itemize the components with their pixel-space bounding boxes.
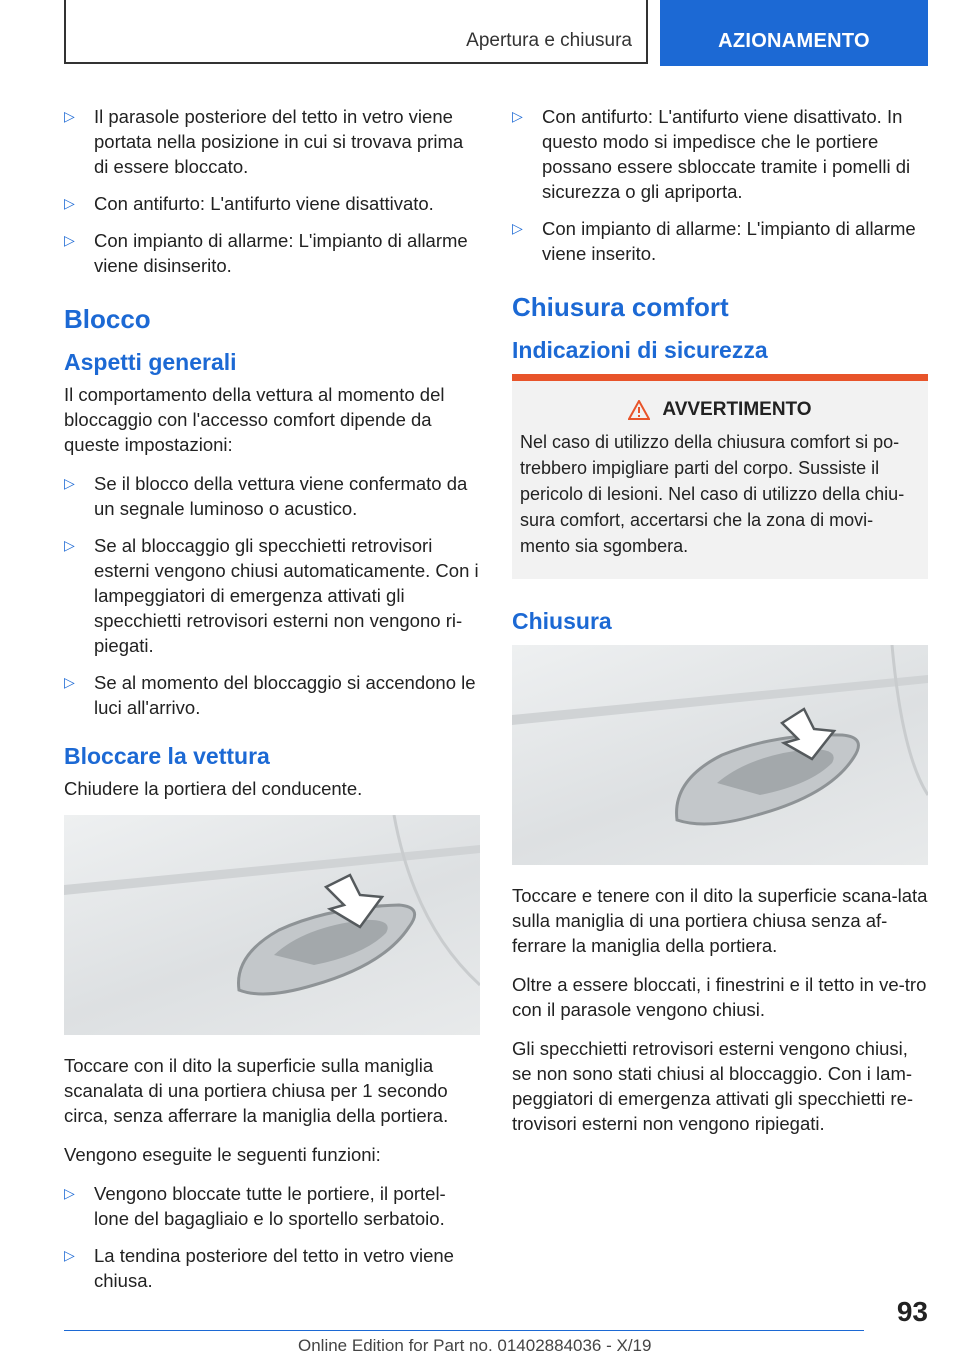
triangle-bullet-icon: ▷ — [64, 195, 75, 211]
heading-chiusura-comfort: Chiusura comfort — [512, 292, 729, 322]
header-chapter-tab — [660, 0, 928, 66]
warning-box — [512, 381, 928, 579]
bullet-list — [64, 104, 480, 278]
header-section-box — [64, 0, 648, 64]
list-item: ▷ Con antifurto: L'antifurto viene disattivato. — [64, 193, 434, 214]
list-item: ▷ Vengono bloccate tutte le portiere, il portel-lone del bagagliaio e lo sportello serbatoio. — [64, 1183, 446, 1229]
warning-rule — [512, 374, 928, 381]
bullet-list — [512, 104, 928, 266]
paragraph: Gli specchietti retrovisori esterni vengono chiusi, se non sono stati chiusi al bloccaggio. Con i lam-peggiatori di emergenza attivati gli specchietti re-trovisori esterni non vengono ripiegati. — [512, 1038, 914, 1134]
paragraph: Toccare e tenere con il dito la superficie scana-lata sulla maniglia di una portiera chiusa senza af-ferrare la maniglia della portiera. — [512, 885, 928, 956]
heading-bloccare-vettura: Bloccare la vettura — [64, 743, 270, 769]
right-column — [512, 104, 928, 1150]
list-item: ▷ Con impianto di allarme: L'impianto di allarme viene disinserito. — [64, 230, 468, 276]
footer-edition-note: Online Edition for Part no. 01402884036 - X/19 — [298, 1336, 652, 1355]
heading-blocco: Blocco — [64, 304, 151, 334]
door-handle-image — [512, 645, 928, 865]
list-item: ▷ Se al bloccaggio gli specchietti retrovisori esterni vengono chiusi automaticamente. Con i lampeggiatori di emergenza attivati gli specchietti retrovisori esterni non vengono ri-piegati. — [64, 535, 479, 656]
warning-title-label: AVVERTIMENTO — [662, 399, 812, 420]
heading-aspetti-generali: Aspetti generali — [64, 349, 237, 375]
door-handle-illustration — [512, 645, 928, 865]
page-header — [64, 0, 928, 66]
footer-rule — [64, 1330, 864, 1331]
triangle-bullet-icon: ▷ — [64, 1185, 75, 1201]
heading-chiusura: Chiusura — [512, 608, 612, 634]
list-item: ▷ Il parasole posteriore del tetto in vetro viene portata nella posizione in cui si trovava prima di essere bloccato. — [64, 106, 464, 177]
warning-triangle-icon — [628, 400, 650, 420]
door-handle-illustration — [64, 815, 480, 1035]
triangle-bullet-icon: ▷ — [64, 1247, 75, 1263]
list-item: ▷ Con impianto di allarme: L'impianto di allarme viene inserito. — [512, 218, 916, 264]
triangle-bullet-icon: ▷ — [64, 674, 75, 690]
paragraph: Toccare con il dito la superficie sulla maniglia scanalata di una portiera chiusa per 1 secondo circa, senza afferrare la maniglia della portiera. — [64, 1055, 449, 1126]
warning-text: Nel caso di utilizzo della chiusura comfort si po-trebbero impigliare parti del corpo. Sussiste il pericolo di lesioni. Nel caso di utilizzo della chiu-sura comfort, accertarsi che la zona di movi-mento sia sgombera. — [520, 432, 905, 556]
page-number: 93 — [896, 1296, 928, 1327]
bullet-list — [64, 1181, 480, 1293]
paragraph: Chiudere la portiera del conducente. — [64, 778, 363, 799]
triangle-bullet-icon: ▷ — [64, 537, 75, 553]
paragraph: Vengono eseguite le seguenti funzioni: — [64, 1144, 381, 1165]
header-chapter-label: AZIONAMENTO — [718, 30, 870, 52]
list-item: ▷ La tendina posteriore del tetto in vetro viene chiusa. — [64, 1245, 454, 1291]
paragraph: Il comportamento della vettura al momento del bloccaggio con l'accesso comfort dipende da queste impostazioni: — [64, 384, 445, 455]
list-item: ▷ Se al momento del bloccaggio si accendono le luci all'arrivo. — [64, 672, 476, 718]
door-handle-image — [64, 815, 480, 1035]
heading-indicazioni-sicurezza: Indicazioni di sicurezza — [512, 337, 768, 363]
list-item: ▷ Con antifurto: L'antifurto viene disattivato. In questo modo si impedisce che le portiere possano essere sbloccate tramite i pomelli di sicurezza o gli apriporta. — [512, 106, 911, 202]
list-item: ▷ Se il blocco della vettura viene confermato da un segnale luminoso o acustico. — [64, 473, 468, 519]
header-section-title: Apertura e chiusura — [466, 30, 632, 51]
triangle-bullet-icon: ▷ — [64, 108, 75, 124]
triangle-bullet-icon: ▷ — [512, 220, 523, 236]
triangle-bullet-icon: ▷ — [64, 232, 75, 248]
warning-title — [520, 399, 920, 421]
left-column — [64, 104, 480, 1305]
bullet-list — [64, 471, 480, 720]
triangle-bullet-icon: ▷ — [512, 108, 523, 124]
paragraph: Oltre a essere bloccati, i finestrini e il tetto in ve-tro con il parasole vengono chiusi. — [512, 974, 927, 1020]
triangle-bullet-icon: ▷ — [64, 475, 75, 491]
